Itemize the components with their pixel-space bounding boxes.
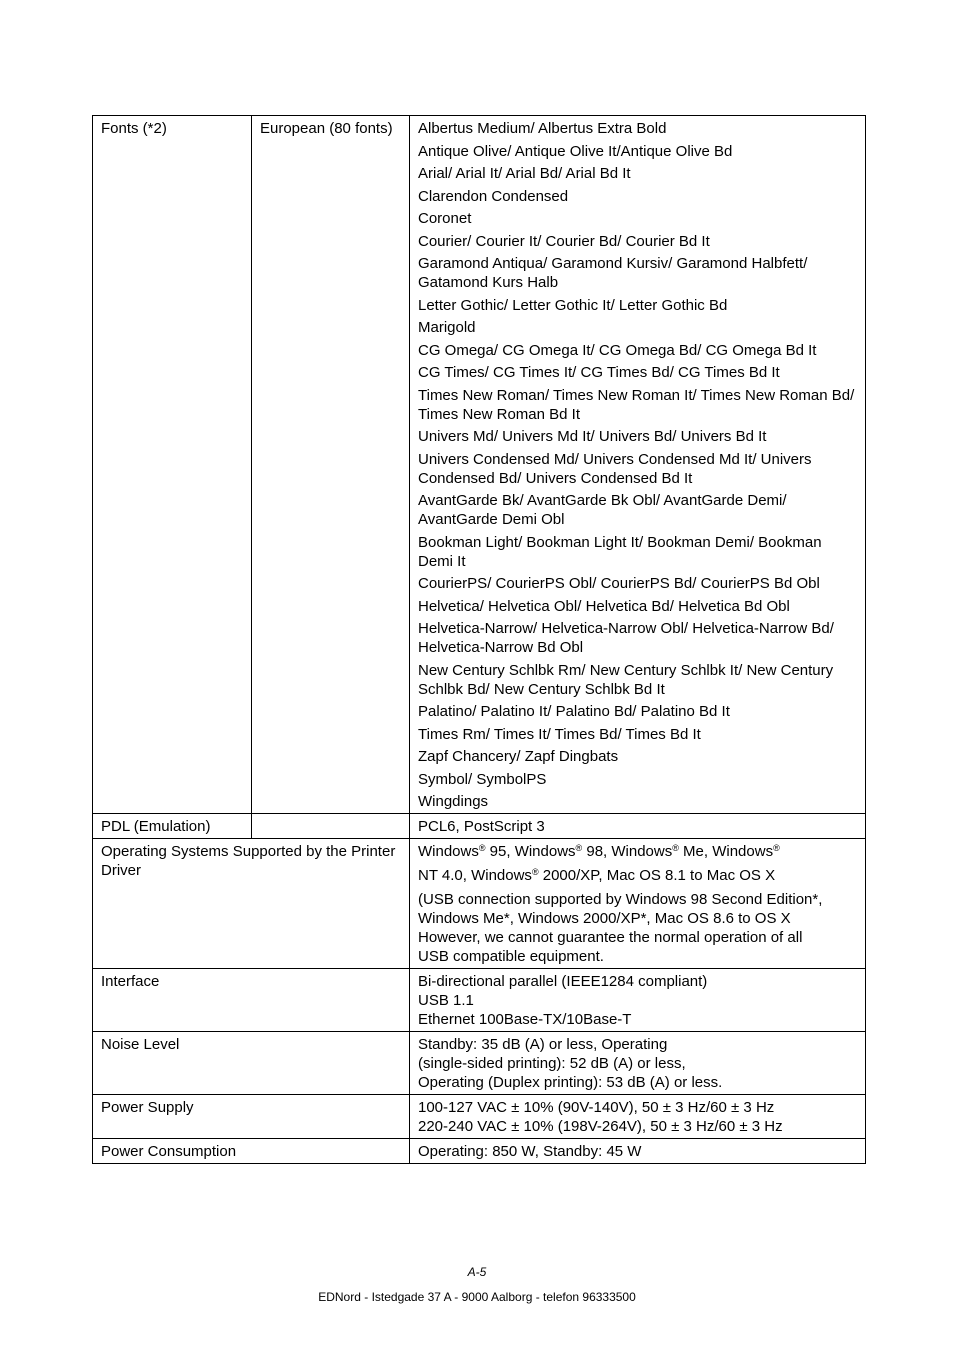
font-item: New Century Schlbk Rm/ New Century Schlbk It/ New Century Schlbk Bd/ New Century Schlbk Bd It (418, 661, 834, 698)
os-label: Operating Systems Supported by the Printer Driver (93, 839, 410, 969)
os-text: 98, (582, 843, 612, 860)
fonts-label: Fonts (*2) (93, 116, 252, 814)
font-item: Bookman Light/ Bookman Light It/ Bookman Demi/ Bookman Demi It (418, 533, 822, 570)
usb-note-line: USB compatible equipment. (418, 948, 604, 965)
registered-mark: ® (531, 867, 539, 877)
usb-note (418, 890, 857, 966)
font-item: Times New Roman/ Times New Roman It/ Times New Roman Bd/ Times New Roman Bd It (418, 386, 855, 423)
pdl-label: PDL (Emulation) (93, 814, 252, 839)
page-footer: EDNord - Istedgade 37 A - 9000 Aalborg - telefon 96333500 (318, 1290, 636, 1304)
os-row (93, 839, 866, 969)
os-text: Windows (712, 843, 774, 860)
noise-value (410, 1032, 866, 1095)
font-item: CG Times/ CG Times It/ CG Times Bd/ CG Times Bd It (418, 364, 780, 381)
os-text: Me, (678, 843, 713, 860)
registered-mark: ® (773, 843, 780, 853)
interface-row (93, 969, 866, 1032)
font-item: Garamond Antiqua/ Garamond Kursiv/ Garamond Halbfett/ Gatamond Kurs Halb (418, 255, 808, 291)
pdl-value: PCL6, PostScript 3 (410, 814, 866, 839)
font-item: CG Omega/ CG Omega It/ CG Omega Bd/ CG Omega Bd It (418, 341, 817, 359)
font-item: Letter Gothic/ Letter Gothic It/ Letter Gothic Bd (418, 296, 728, 314)
font-item: Helvetica/ Helvetica Obl/ Helvetica Bd/ Helvetica Bd Obl (418, 597, 790, 615)
page-number: A-5 (467, 1265, 487, 1279)
interface-line: Bi-directional parallel (IEEE1284 compliant) (418, 973, 708, 990)
usb-note-line: However, we cannot guarantee the normal operation of all (418, 929, 803, 946)
font-item: Coronet (418, 210, 472, 227)
fonts-sub-label: European (80 fonts) (252, 116, 410, 814)
font-item: Palatino/ Palatino It/ Palatino Bd/ Palatino Bd It (418, 703, 730, 720)
fonts-list (410, 116, 866, 814)
power-supply-label: Power Supply (93, 1095, 410, 1139)
specifications-table (92, 115, 866, 1164)
usb-note-line: (USB connection supported by Windows 98 Second Edition*, (418, 891, 823, 908)
noise-label: Noise Level (93, 1032, 410, 1095)
fonts-row (93, 116, 866, 814)
noise-line: Standby: 35 dB (A) or less, Operating (418, 1036, 668, 1053)
pdl-empty-cell (252, 814, 410, 839)
os-line-2 (418, 866, 857, 885)
interface-label: Interface (93, 969, 410, 1032)
font-item: Wingdings (418, 793, 489, 810)
noise-line: Operating (Duplex printing): 53 dB (A) or less. (418, 1074, 723, 1091)
noise-line: (single-sided printing): 52 dB (A) or less, (418, 1055, 686, 1072)
font-item: Univers Condensed Md/ Univers Condensed Md It/ Univers Condensed Bd/ Univers Condensed Bd It (418, 450, 812, 487)
font-item: CourierPS/ CourierPS Obl/ CourierPS Bd/ CourierPS Bd Obl (418, 575, 820, 592)
interface-line: Ethernet 100Base-TX/10Base-T (418, 1011, 632, 1028)
power-supply-line: 220-240 VAC ± 10% (198V-264V), 50 ± 3 Hz/60 ± 3 Hz (418, 1118, 783, 1135)
power-supply-value (410, 1095, 866, 1139)
font-item: Zapf Chancery/ Zapf Dingbats (418, 748, 619, 765)
power-consumption-value: Operating: 850 W, Standby: 45 W (410, 1139, 866, 1164)
font-item: Clarendon Condensed (418, 187, 569, 205)
font-item: AvantGarde Bk/ AvantGarde Bk Obl/ AvantGarde Demi/ AvantGarde Demi Obl (418, 492, 787, 528)
power-supply-line: 100-127 VAC ± 10% (90V-140V), 50 ± 3 Hz/60 ± 3 Hz (418, 1099, 775, 1116)
os-text: Windows (514, 843, 576, 860)
os-text: Windows (418, 843, 479, 860)
font-item: Marigold (418, 319, 476, 336)
pdl-row (93, 814, 866, 839)
registered-mark: ® (478, 843, 486, 853)
usb-note-line: Windows Me*, Windows 2000/XP*, Mac OS 8.6 to OS X (418, 910, 791, 927)
font-item: Courier/ Courier It/ Courier Bd/ Courier Bd It (418, 232, 710, 250)
noise-row (93, 1032, 866, 1095)
font-item: Symbol/ SymbolPS (418, 770, 547, 788)
font-item: Albertus Medium/ Albertus Extra Bold (418, 120, 667, 137)
os-text: 2000/XP, Mac OS 8.1 to Mac OS X (538, 867, 776, 884)
os-line-1 (418, 842, 857, 861)
font-item: Times Rm/ Times It/ Times Bd/ Times Bd It (418, 725, 701, 743)
power-consumption-row (93, 1139, 866, 1164)
interface-line: USB 1.1 (418, 992, 474, 1009)
font-item: Univers Md/ Univers Md It/ Univers Bd/ Univers Bd It (418, 428, 767, 445)
font-item: Helvetica-Narrow/ Helvetica-Narrow Obl/ Helvetica-Narrow Bd/ Helvetica-Narrow Bd Obl (418, 620, 834, 656)
os-text: 95, (485, 843, 515, 860)
power-consumption-label: Power Consumption (93, 1139, 410, 1164)
os-text: NT 4.0, Windows (418, 867, 532, 884)
interface-value (410, 969, 866, 1032)
registered-mark: ® (672, 843, 679, 853)
font-item: Arial/ Arial It/ Arial Bd/ Arial Bd It (418, 165, 631, 182)
power-supply-row (93, 1095, 866, 1139)
font-item: Antique Olive/ Antique Olive It/Antique Olive Bd (418, 142, 733, 160)
registered-mark: ® (575, 843, 583, 853)
os-value (410, 839, 866, 969)
os-text: Windows (611, 843, 673, 860)
